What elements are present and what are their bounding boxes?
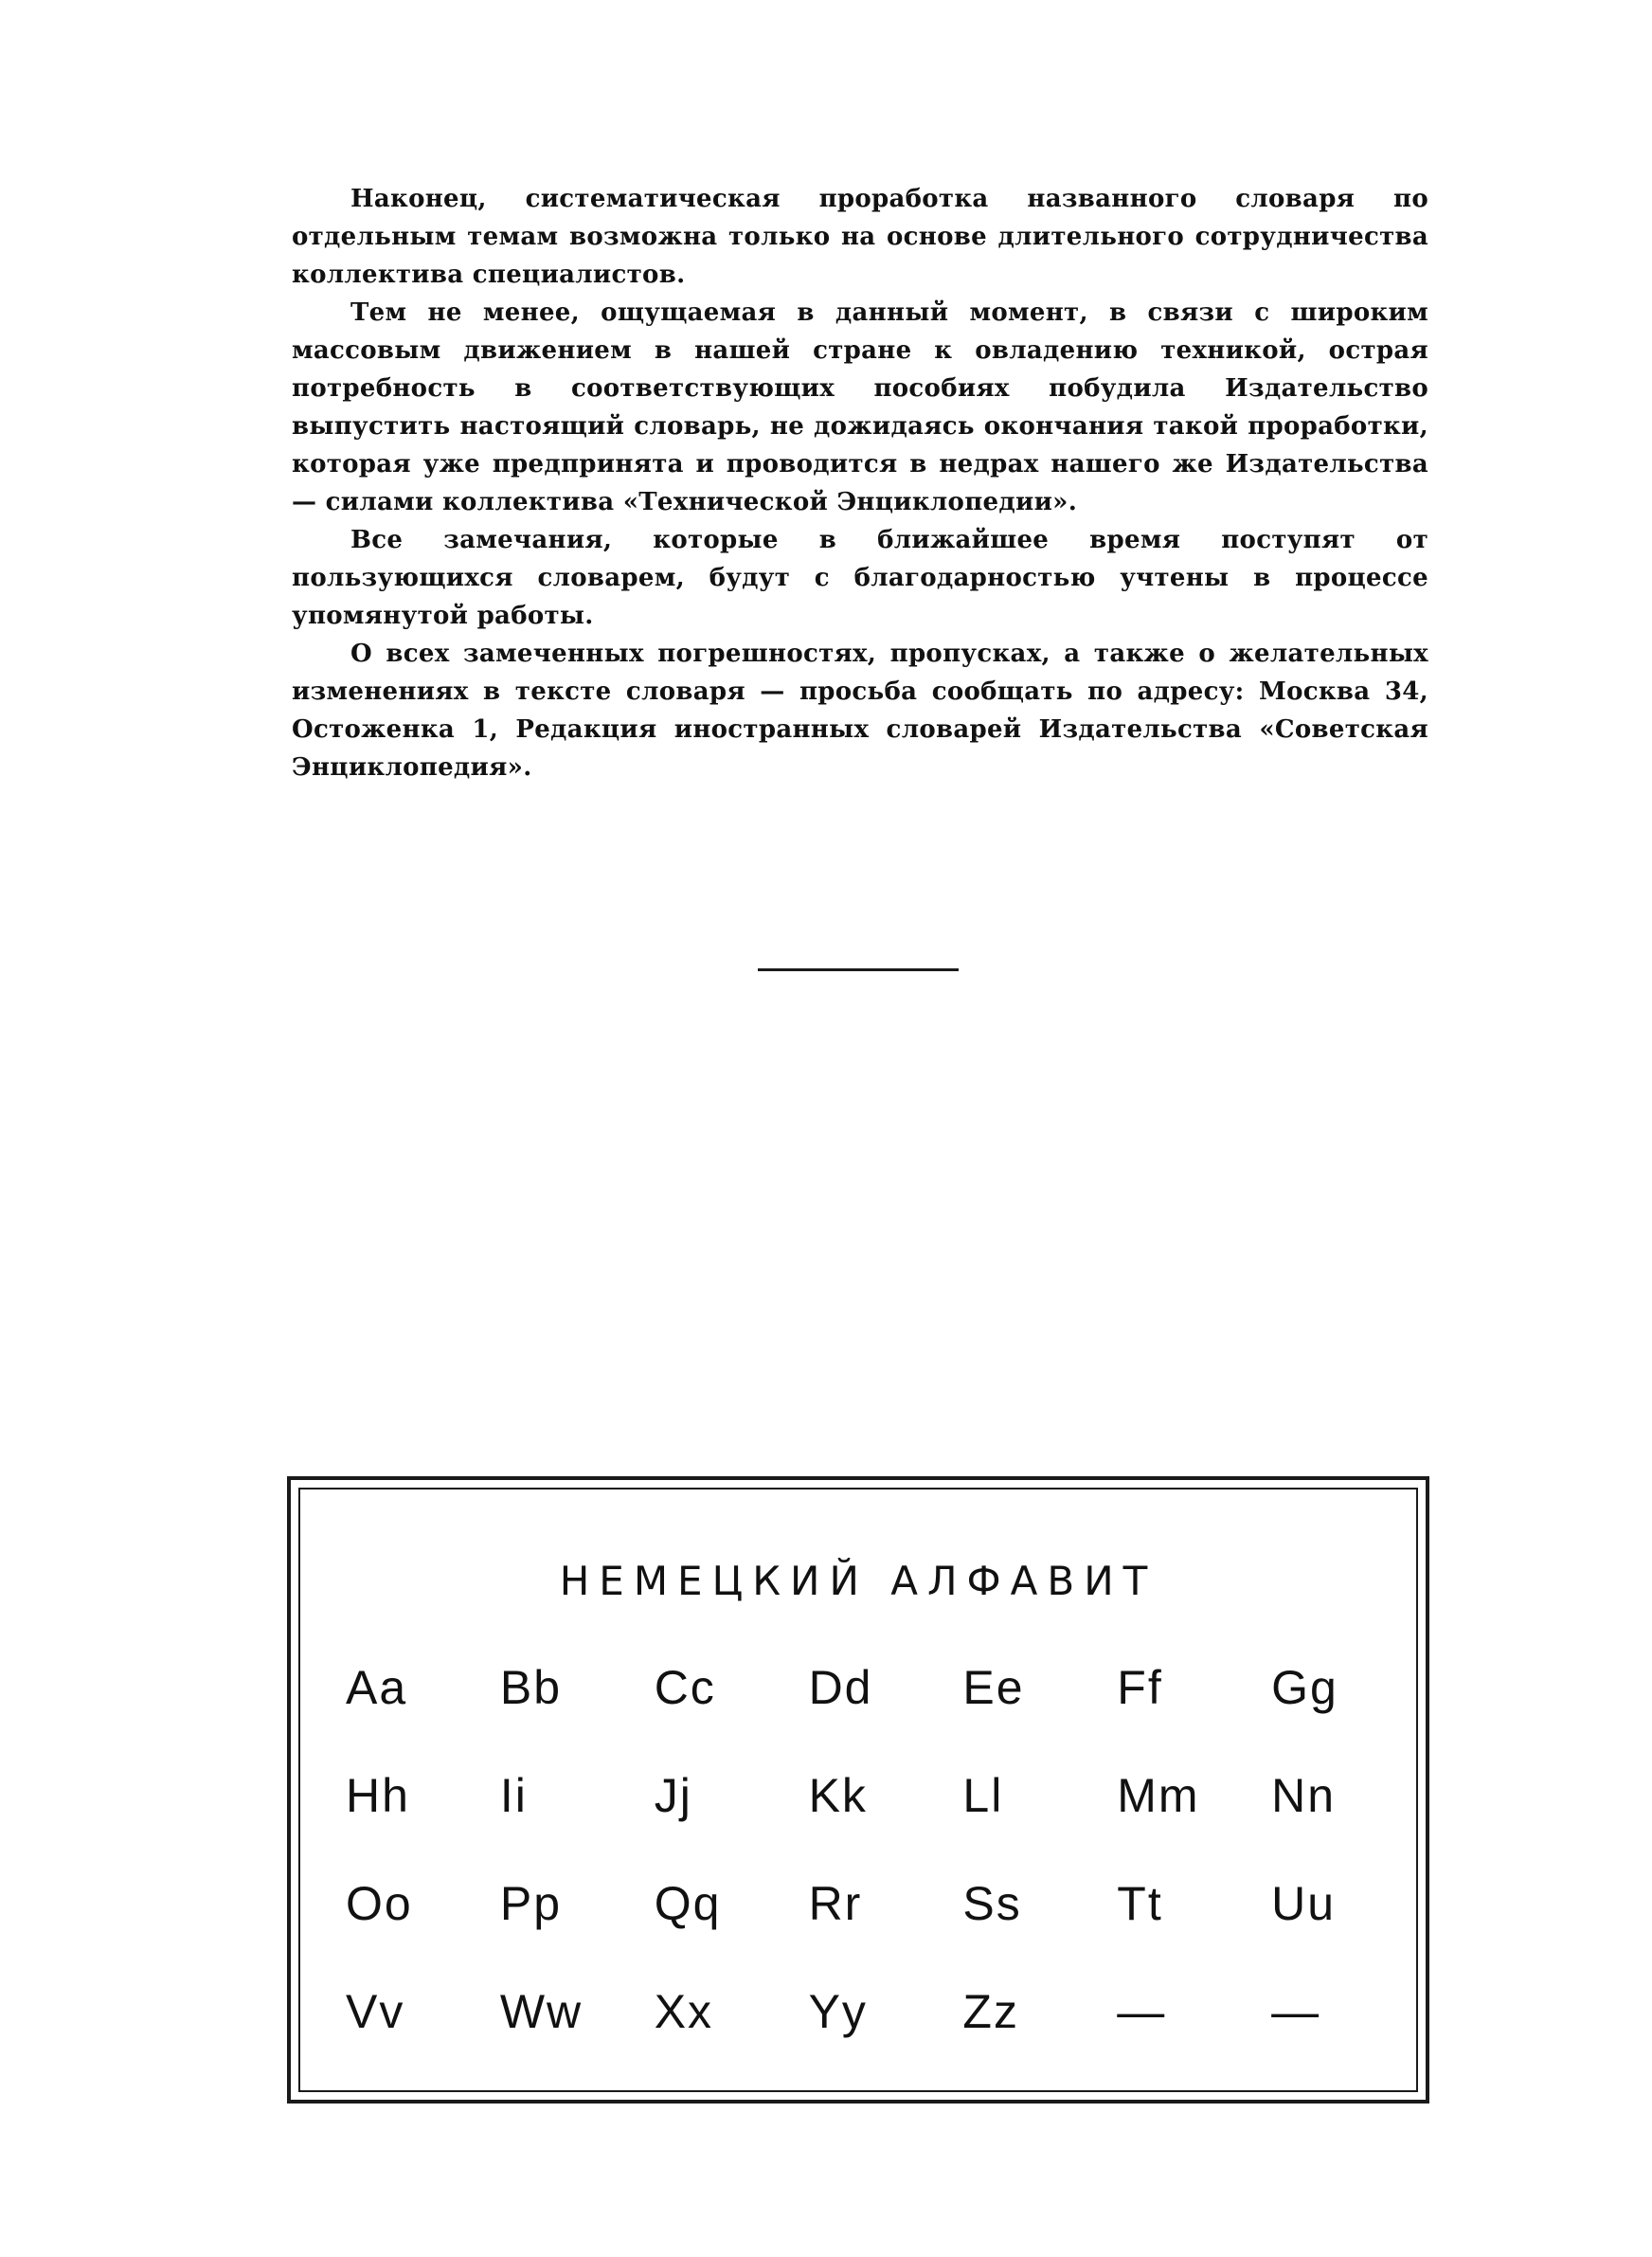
- letter-cell: Dd: [808, 1661, 873, 1714]
- letter-cell: Zz: [962, 1985, 1019, 2038]
- alphabet-inner-frame: [298, 1488, 1418, 2092]
- letter-cell: Jj: [654, 1769, 692, 1822]
- alphabet-title: НЕМЕЦКИЙ АЛФАВИТ: [559, 1558, 1158, 1604]
- letter-cell: Pp: [499, 1877, 563, 1930]
- paragraph: Тем не менее, ощущаемая в данный момент, в связи с широким массовым движением в нашей стране к овладению техникой, острая потребность в соответствующих пособиях побудила Издательство выпустить настоящий словарь, не дожидаясь окончания такой проработки, которая уже предпринята и проводится в недрах нашего же Издательства — силами коллектива «Технической Энциклопедии».: [292, 298, 1428, 516]
- section-divider: [758, 968, 959, 971]
- letter-cell: Ww: [499, 1985, 584, 2038]
- preface-text: [292, 180, 1428, 786]
- paragraph: Наконец, систематическая проработка названного словаря по отдельным темам возможна только на основе длительного сотрудничества коллектива специалистов.: [292, 185, 1428, 289]
- letter-cell: Ii: [499, 1769, 528, 1822]
- letter-cell: Hh: [346, 1769, 410, 1822]
- letter-cell: Oo: [346, 1877, 413, 1930]
- alphabet-grid: [338, 1634, 1418, 2066]
- letter-cell: Aa: [346, 1661, 408, 1714]
- letter-cell: —: [1271, 1985, 1321, 2038]
- letter-cell: Ss: [962, 1877, 1022, 1930]
- letter-cell: Ff: [1117, 1661, 1163, 1714]
- letter-cell: —: [1117, 1985, 1167, 2038]
- alphabet-table: [287, 1476, 1429, 2104]
- letter-cell: Gg: [1271, 1661, 1338, 1714]
- letter-cell: Rr: [808, 1877, 863, 1930]
- letter-cell: Mm: [1117, 1769, 1200, 1822]
- paragraph: Все замечания, которые в ближайшее время поступят от пользующихся словарем, будут с благодарностью учтены в процессе упомянутой работы.: [292, 526, 1428, 630]
- letter-cell: Uu: [1271, 1877, 1337, 1930]
- letter-cell: Cc: [654, 1661, 716, 1714]
- letter-cell: Xx: [654, 1985, 714, 2038]
- letter-cell: Ee: [962, 1661, 1025, 1714]
- paragraph: О всех замеченных погрешностях, пропусках, а также о желательных изменениях в тексте словаря — просьба сообщать по адресу: Москва 34, Остоженка 1, Редакция иностранных словарей Издательства «Советская Энциклопедия».: [292, 640, 1428, 782]
- letter-cell: Yy: [808, 1985, 868, 2038]
- letter-cell: Nn: [1271, 1769, 1337, 1822]
- letter-cell: Qq: [654, 1877, 722, 1930]
- letter-cell: Bb: [499, 1661, 563, 1714]
- letter-cell: Ll: [962, 1769, 1004, 1822]
- letter-cell: Kk: [808, 1769, 868, 1822]
- letter-cell: Tt: [1117, 1877, 1163, 1930]
- letter-cell: Vv: [346, 1985, 405, 2038]
